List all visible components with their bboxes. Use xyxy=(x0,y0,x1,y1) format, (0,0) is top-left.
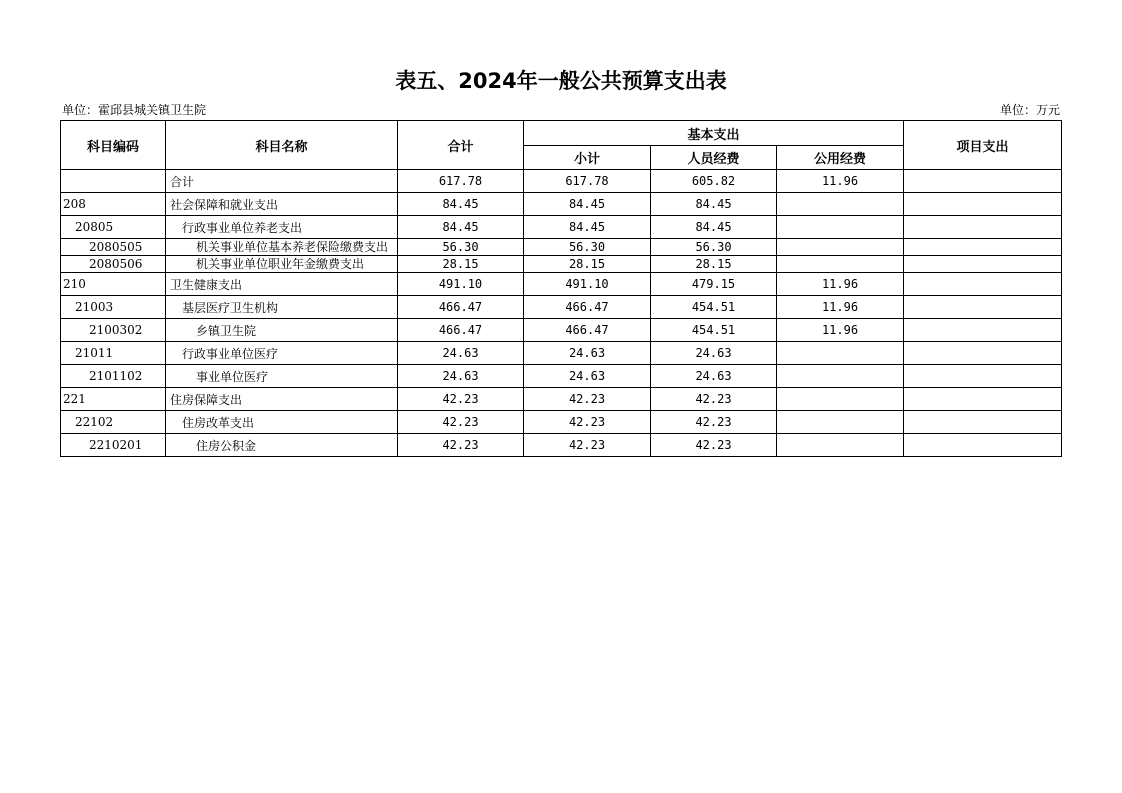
table-row xyxy=(61,388,1062,411)
row-subtotal: 42.23 xyxy=(524,388,651,411)
row-code: 2210201 xyxy=(61,434,166,457)
page-title: 表五、2024年一般公共预算支出表 xyxy=(395,69,727,93)
row-subtotal: 42.23 xyxy=(524,434,651,457)
row-total: 24.63 xyxy=(398,342,524,365)
table-row xyxy=(61,216,1062,239)
row-code: 22102 xyxy=(61,411,166,434)
table-row xyxy=(61,273,1062,296)
row-public: 11.96 xyxy=(777,273,904,296)
row-project xyxy=(904,193,1062,216)
row-total: 84.45 xyxy=(398,216,524,239)
row-code: 21003 xyxy=(61,296,166,319)
row-total: 56.30 xyxy=(398,239,524,256)
row-subtotal: 466.47 xyxy=(524,319,651,342)
header-public: 公用经费 xyxy=(777,146,904,170)
table-row xyxy=(61,256,1062,273)
row-name: 合计 xyxy=(166,170,398,193)
row-project xyxy=(904,296,1062,319)
row-personnel: 42.23 xyxy=(651,411,777,434)
table-row xyxy=(61,296,1062,319)
row-subtotal: 24.63 xyxy=(524,342,651,365)
table-row xyxy=(61,365,1062,388)
header-subtotal: 小计 xyxy=(524,146,651,170)
row-subtotal: 466.47 xyxy=(524,296,651,319)
row-personnel: 454.51 xyxy=(651,319,777,342)
row-public xyxy=(777,239,904,256)
row-subtotal: 84.45 xyxy=(524,216,651,239)
row-total: 491.10 xyxy=(398,273,524,296)
row-public: 11.96 xyxy=(777,296,904,319)
row-personnel: 28.15 xyxy=(651,256,777,273)
row-code: 2100302 xyxy=(61,319,166,342)
row-total: 466.47 xyxy=(398,296,524,319)
row-code: 21011 xyxy=(61,342,166,365)
unit-organization-label: 单位：霍邱县城关镇卫生院 xyxy=(62,103,207,117)
row-personnel: 42.23 xyxy=(651,388,777,411)
row-subtotal: 617.78 xyxy=(524,170,651,193)
row-name: 行政事业单位养老支出 xyxy=(166,216,398,239)
table-row xyxy=(61,411,1062,434)
header-project-expenditure: 项目支出 xyxy=(904,121,1062,170)
table-row xyxy=(61,434,1062,457)
header-total: 合计 xyxy=(398,121,524,170)
row-total: 24.63 xyxy=(398,365,524,388)
row-public xyxy=(777,193,904,216)
header-name: 科目名称 xyxy=(166,121,398,170)
row-project xyxy=(904,216,1062,239)
table-row xyxy=(61,239,1062,256)
row-project xyxy=(904,273,1062,296)
row-public xyxy=(777,388,904,411)
header-personnel: 人员经费 xyxy=(651,146,777,170)
row-total: 466.47 xyxy=(398,319,524,342)
row-subtotal: 56.30 xyxy=(524,239,651,256)
row-project xyxy=(904,411,1062,434)
row-code: 2080505 xyxy=(61,239,166,256)
row-total: 42.23 xyxy=(398,388,524,411)
row-project xyxy=(904,434,1062,457)
unit-currency-label: 单位：万元 xyxy=(999,103,1060,117)
row-total: 617.78 xyxy=(398,170,524,193)
row-public: 11.96 xyxy=(777,170,904,193)
row-public xyxy=(777,411,904,434)
row-code: 208 xyxy=(61,193,166,216)
row-public xyxy=(777,365,904,388)
row-public xyxy=(777,256,904,273)
row-name: 行政事业单位医疗 xyxy=(166,342,398,365)
row-personnel: 56.30 xyxy=(651,239,777,256)
row-subtotal: 491.10 xyxy=(524,273,651,296)
row-subtotal: 28.15 xyxy=(524,256,651,273)
table-row xyxy=(61,193,1062,216)
header-basic-expenditure: 基本支出 xyxy=(524,121,904,146)
row-project xyxy=(904,239,1062,256)
row-personnel: 479.15 xyxy=(651,273,777,296)
row-public xyxy=(777,216,904,239)
row-name: 事业单位医疗 xyxy=(166,365,398,388)
row-total: 84.45 xyxy=(398,193,524,216)
header-code: 科目编码 xyxy=(61,121,166,170)
row-personnel: 24.63 xyxy=(651,342,777,365)
row-personnel: 605.82 xyxy=(651,170,777,193)
row-name: 住房改革支出 xyxy=(166,411,398,434)
row-project xyxy=(904,319,1062,342)
budget-table xyxy=(60,120,1062,457)
row-name: 乡镇卫生院 xyxy=(166,319,398,342)
row-total: 28.15 xyxy=(398,256,524,273)
table-row xyxy=(61,319,1062,342)
row-project xyxy=(904,388,1062,411)
row-name: 基层医疗卫生机构 xyxy=(166,296,398,319)
row-name: 机关事业单位职业年金缴费支出 xyxy=(166,256,398,273)
row-public xyxy=(777,434,904,457)
row-personnel: 84.45 xyxy=(651,193,777,216)
row-project xyxy=(904,365,1062,388)
row-project xyxy=(904,170,1062,193)
table-row xyxy=(61,170,1062,193)
row-personnel: 42.23 xyxy=(651,434,777,457)
row-code: 210 xyxy=(61,273,166,296)
row-code: 221 xyxy=(61,388,166,411)
row-personnel: 24.63 xyxy=(651,365,777,388)
row-public: 11.96 xyxy=(777,319,904,342)
row-subtotal: 24.63 xyxy=(524,365,651,388)
row-code: 2101102 xyxy=(61,365,166,388)
row-personnel: 454.51 xyxy=(651,296,777,319)
row-subtotal: 84.45 xyxy=(524,193,651,216)
row-code: 20805 xyxy=(61,216,166,239)
row-code: 2080506 xyxy=(61,256,166,273)
row-public xyxy=(777,342,904,365)
row-name: 住房保障支出 xyxy=(166,388,398,411)
row-name: 机关事业单位基本养老保险缴费支出 xyxy=(166,239,398,256)
row-personnel: 84.45 xyxy=(651,216,777,239)
table-row xyxy=(61,342,1062,365)
row-name: 卫生健康支出 xyxy=(166,273,398,296)
row-name: 住房公积金 xyxy=(166,434,398,457)
row-name: 社会保障和就业支出 xyxy=(166,193,398,216)
row-total: 42.23 xyxy=(398,434,524,457)
row-total: 42.23 xyxy=(398,411,524,434)
row-code xyxy=(61,170,166,193)
row-project xyxy=(904,342,1062,365)
row-project xyxy=(904,256,1062,273)
row-subtotal: 42.23 xyxy=(524,411,651,434)
